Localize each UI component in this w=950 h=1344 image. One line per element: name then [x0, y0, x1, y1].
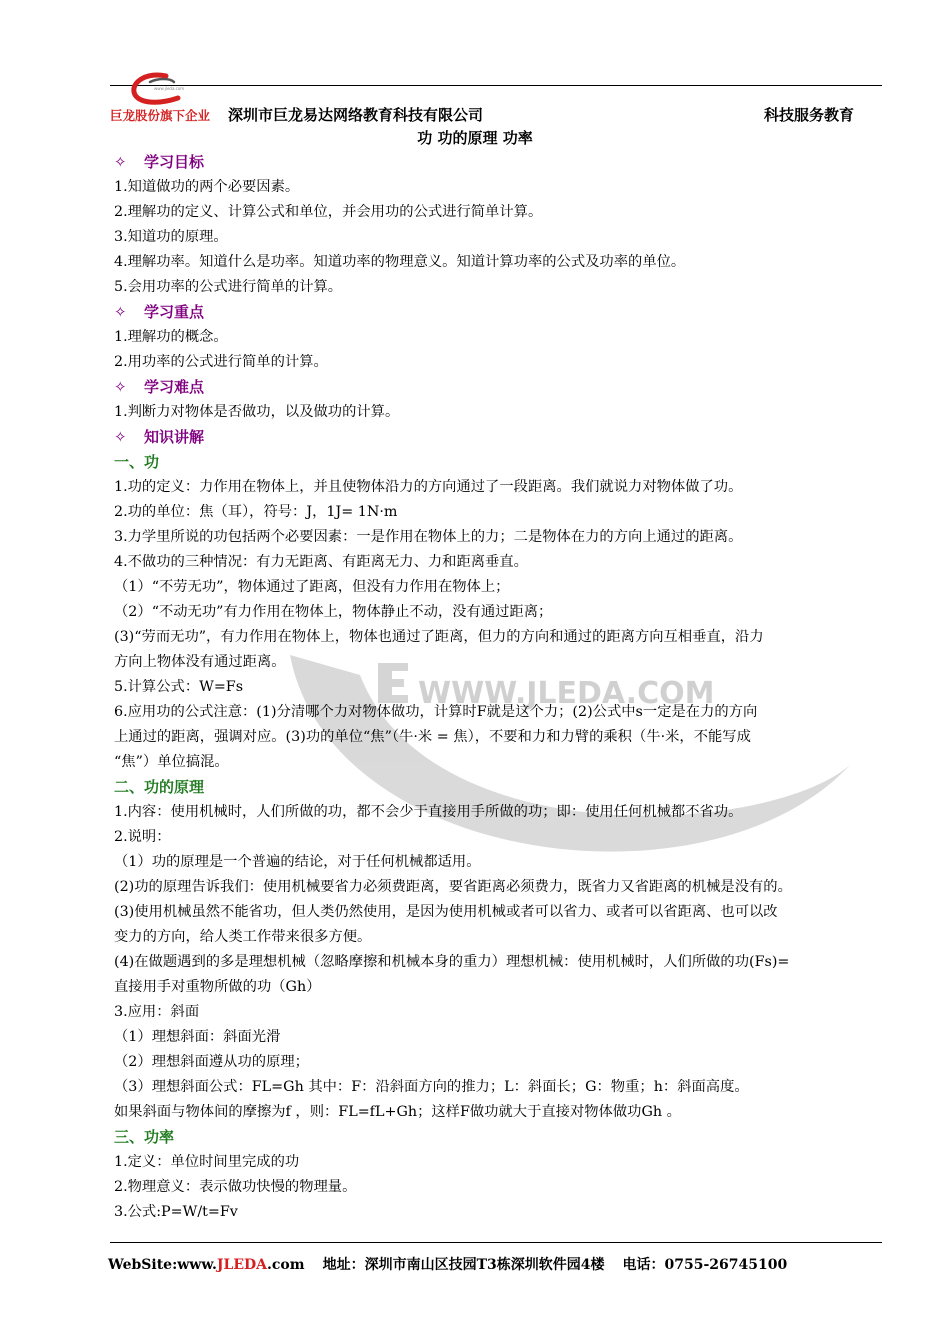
- paragraph-line: 直接用手对重物所做的功（Gh）: [114, 979, 321, 995]
- paragraph-line: (2)功的原理告诉我们：使用机械要省力必须费距离，要省距离必须费力，既省力又省距离的机械是没有的。: [114, 879, 792, 895]
- part-heading-principle: 二、功的原理: [114, 778, 205, 796]
- paragraph-line: （2）“不动无功”有力作用在物体上，物体静止不动，没有通过距离；: [114, 604, 553, 620]
- footer-address: 地址：深圳市南山区技园T3栋深圳软件园4楼: [322, 1257, 605, 1273]
- diamond-icon: ✧: [114, 153, 127, 171]
- page-footer: [108, 1254, 787, 1274]
- paragraph-line: 2.说明：: [114, 829, 171, 845]
- paragraph-line: 2.物理意义：表示做功快慢的物理量。: [114, 1179, 357, 1195]
- paragraph-line: （1）“不劳无功”，物体通过了距离，但没有力作用在物体上；: [114, 579, 510, 595]
- section-heading-key: ✧ 学习重点: [114, 300, 894, 325]
- paragraph-line: （3）理想斜面公式：FL=Gh 其中：F：沿斜面方向的推力；L：斜面长；G：物重；h：斜面高度。: [114, 1079, 749, 1095]
- paragraph-line: 6.应用功的公式注意：(1)分清哪个力对物体做功，计算时F就是这个力；(2)公式中s一定是在力的方向: [114, 704, 758, 720]
- paragraph-line: 变力的方向，给人类工作带来很多方便。: [114, 929, 372, 945]
- paragraph-line: 方向上物体没有通过距离。: [114, 654, 286, 670]
- paragraph-line: （2）理想斜面遵从功的原理；: [114, 1054, 309, 1070]
- paragraph-line: 2.功的单位：焦（耳），符号：J，1J= 1N·m: [114, 504, 398, 520]
- goal-item: 5.会用功率的公式进行简单的计算。: [114, 279, 343, 295]
- goal-item: 3.知道功的原理。: [114, 229, 228, 245]
- paragraph-line: (3)“劳而无功”，有力作用在物体上，物体也通过了距离，但力的方向和通过的距离方向互相垂直，沿力: [114, 629, 764, 645]
- goal-item: 4.理解功率。知道什么是功率。知道功率的物理意义。知道计算功率的公式及功率的单位。: [114, 254, 686, 270]
- part-heading-work: 一、功: [114, 453, 160, 471]
- goal-item: 2.理解功的定义、计算公式和单位，并会用功的公式进行简单计算。: [114, 204, 543, 220]
- document-body: [114, 150, 894, 1225]
- footer-rule: [110, 1242, 882, 1243]
- part-heading-power: 三、功率: [114, 1128, 175, 1146]
- paragraph-line: 3.力学里所说的功包括两个必要因素：一是作用在物体上的力；二是物体在力的方向上通过的距离。: [114, 529, 743, 545]
- difficult-item: 1.判断力对物体是否做功，以及做功的计算。: [114, 404, 400, 420]
- paragraph-line: 5.计算公式：W=Fs: [114, 679, 244, 695]
- key-item: 1.理解功的概念。: [114, 329, 228, 345]
- header-rule: [110, 85, 882, 86]
- paragraph-line: 3.公式:P=W/t=Fv: [114, 1204, 238, 1220]
- footer-phone: 电话：0755-26745100: [622, 1257, 788, 1273]
- goal-item: 1.知道做功的两个必要因素。: [114, 179, 300, 195]
- section-heading-lecture: ✧ 知识讲解: [114, 425, 894, 450]
- paragraph-line: 1.定义：单位时间里完成的功: [114, 1154, 300, 1170]
- logo-tagline: 巨龙股份旗下企业: [110, 108, 211, 123]
- header-slogan: 科技服务教育: [764, 106, 855, 124]
- paragraph-line: （1）理想斜面：斜面光滑: [114, 1029, 281, 1045]
- website-link[interactable]: WebSite:www.JLEDA.com: [108, 1257, 305, 1273]
- paragraph-line: （1）功的原理是一个普遍的结论，对于任何机械都适用。: [114, 854, 481, 870]
- paragraph-line: 上通过的距离，强调对应。(3)功的单位“焦”（牛·米 = 焦），不要和力和力臂的乘积（牛·米，不能写成: [114, 729, 751, 745]
- diamond-icon: ✧: [114, 378, 127, 396]
- diamond-icon: ✧: [114, 428, 127, 446]
- paragraph-line: 如果斜面与物体间的摩擦为f ，则：FL=fL+Gh；这样F做功就大于直接对物体做功Gh 。: [114, 1104, 681, 1120]
- paragraph-line: 1.内容：使用机械时，人们所做的功，都不会少于直接用手所做的功；即：使用任何机械都不省功。: [114, 804, 743, 820]
- paragraph-line: 1.功的定义：力作用在物体上，并且使物体沿力的方向通过了一段距离。我们就说力对物体做了功。: [114, 479, 743, 495]
- section-heading-goals: ✧ 学习目标: [114, 150, 894, 175]
- svg-text:www.jleda.com: www.jleda.com: [154, 86, 185, 91]
- paragraph-line: 4.不做功的三种情况：有力无距离、有距离无力、力和距离垂直。: [114, 554, 528, 570]
- diamond-icon: ✧: [114, 303, 127, 321]
- paragraph-line: 3.应用：斜面: [114, 1004, 200, 1020]
- paragraph-line: (4)在做题遇到的多是理想机械（忽略摩擦和机械本身的重力）理想机械：使用机械时，人们所做的功(Fs)=: [114, 954, 790, 970]
- section-heading-difficult: ✧ 学习难点: [114, 375, 894, 400]
- page-title: 功 功的原理 功率: [417, 129, 533, 147]
- paragraph-line: “焦”）单位搞混。: [114, 754, 229, 770]
- key-item: 2.用功率的公式进行简单的计算。: [114, 354, 328, 370]
- paragraph-line: (3)使用机械虽然不能省功，但人类仍然使用，是因为使用机械或者可以省力、或者可以省距离、也可以改: [114, 904, 778, 920]
- company-name: 深圳市巨龙易达网络教育科技有限公司: [228, 106, 484, 124]
- watermark-text: WWW.JLEDA.COM: [418, 676, 715, 711]
